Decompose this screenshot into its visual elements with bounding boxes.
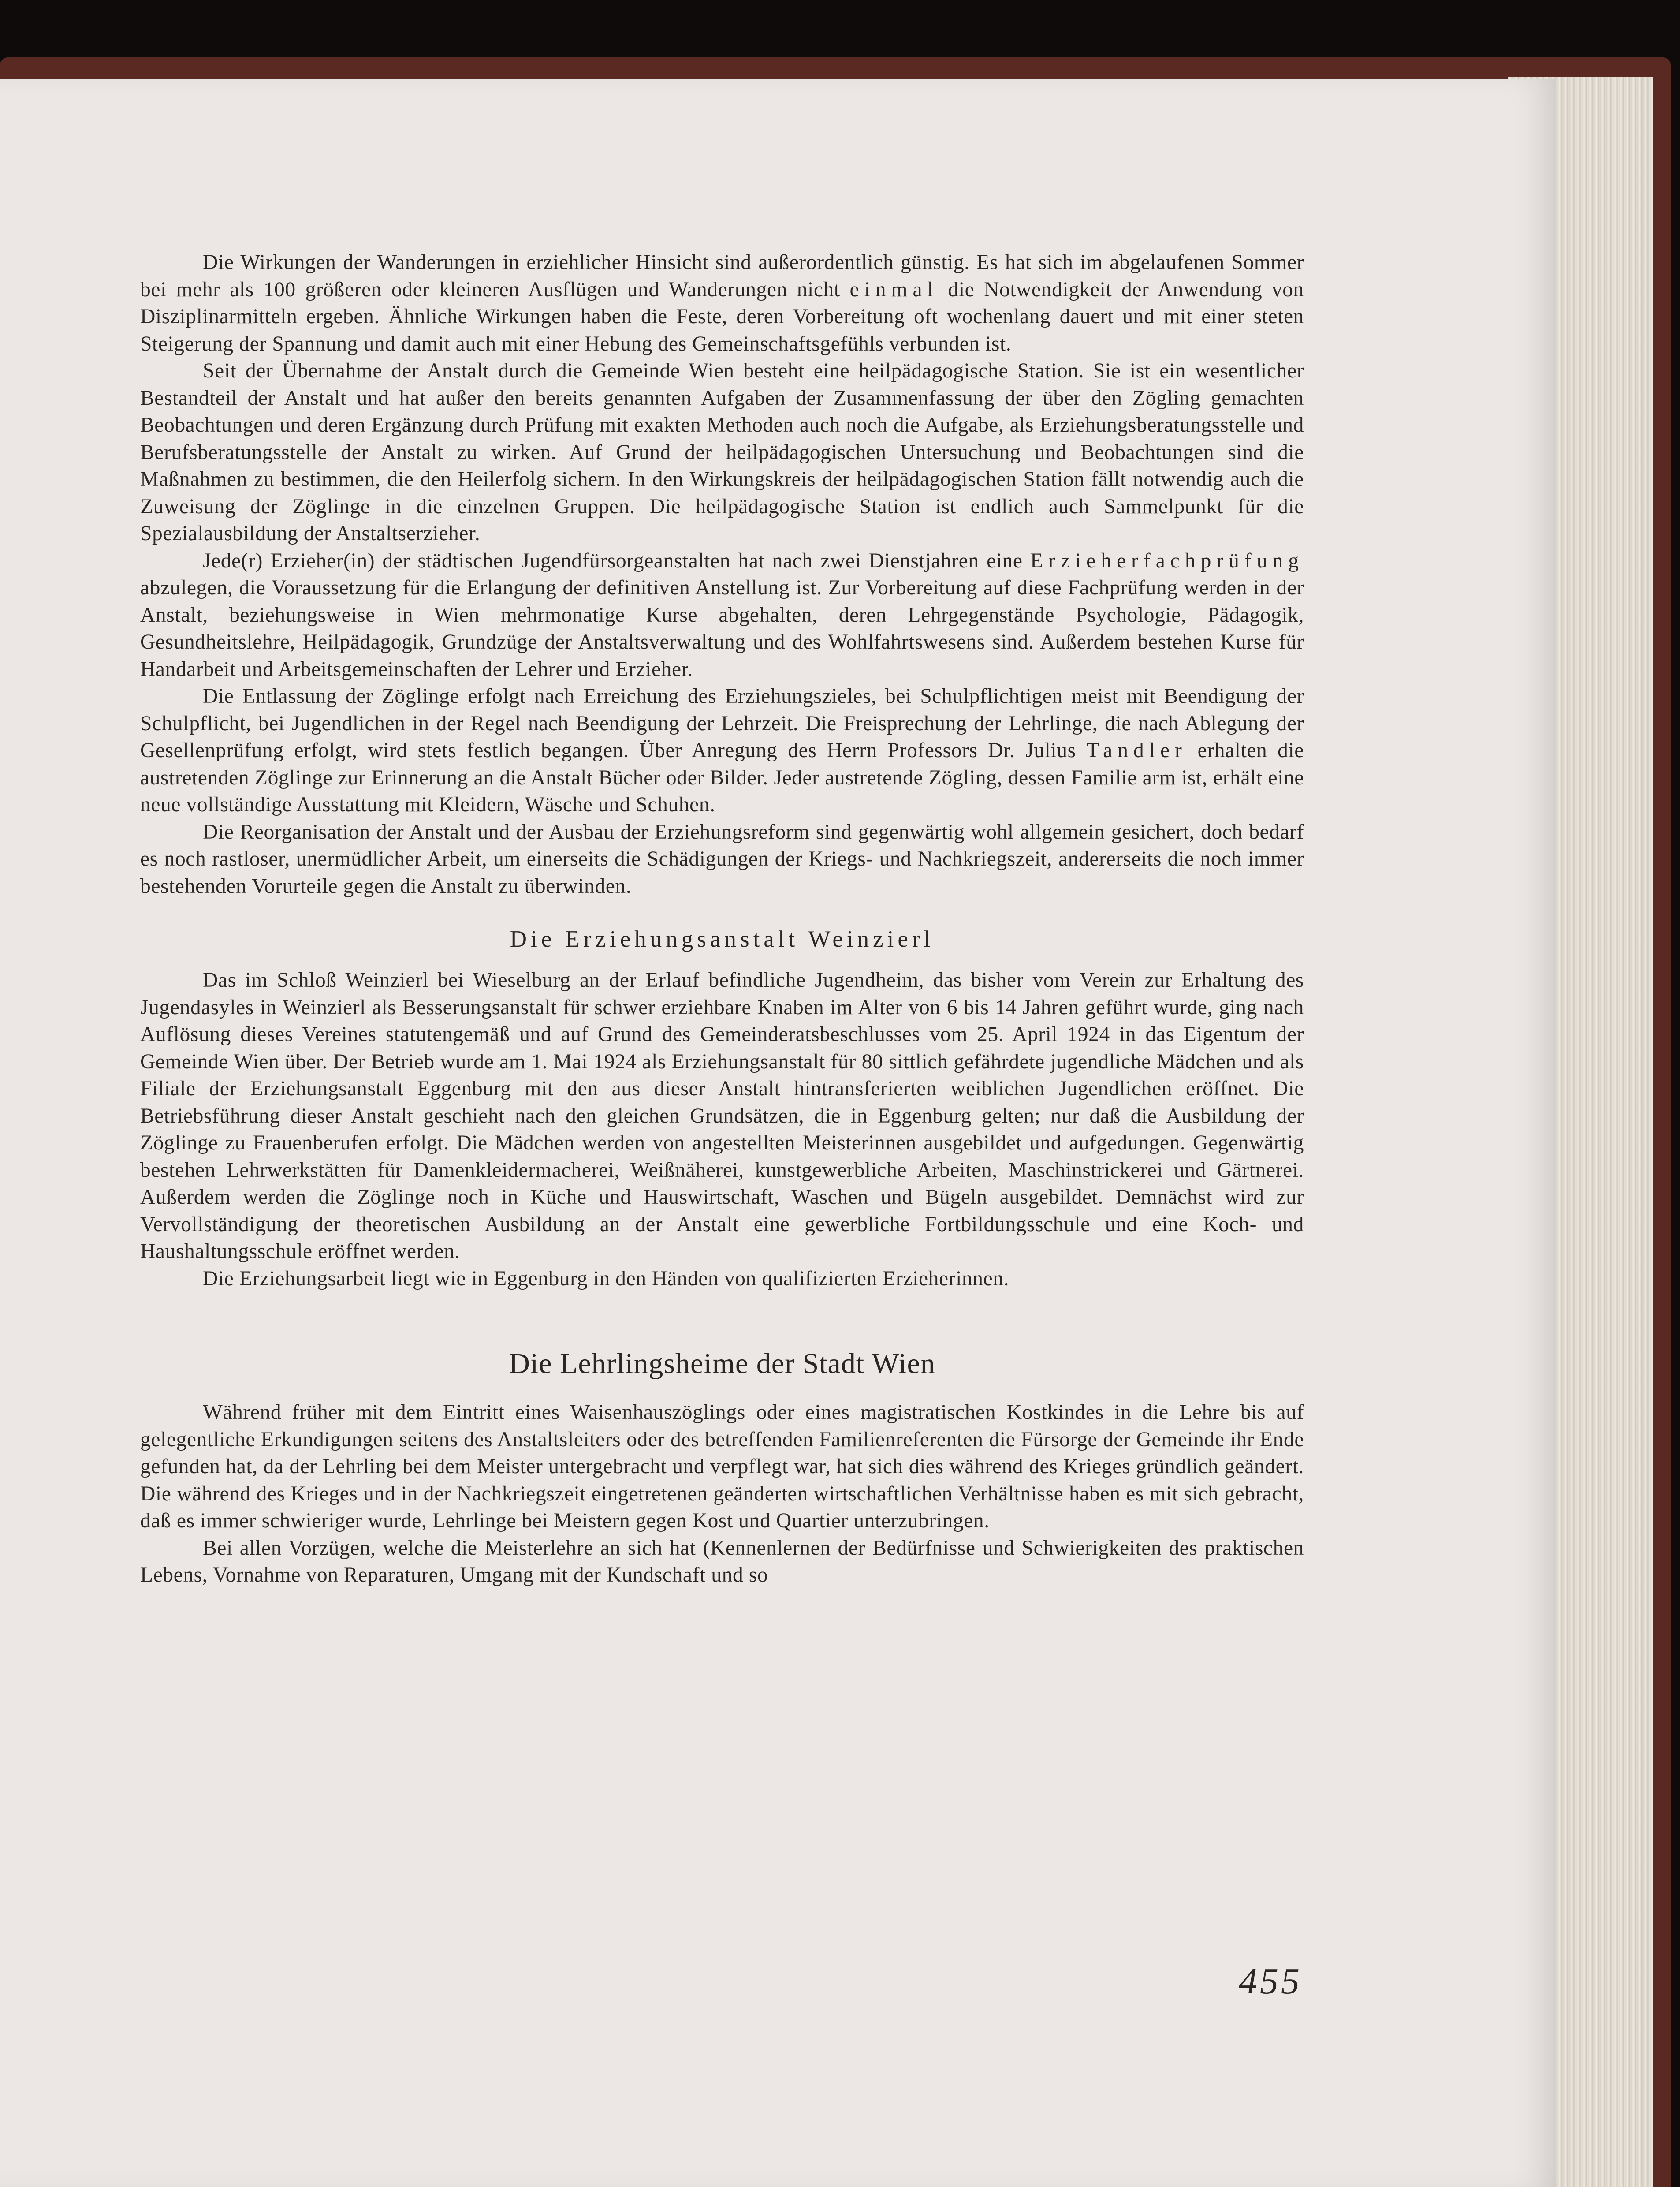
paragraph: Bei allen Vorzügen, welche die Meisterlehre an sich hat (Kennenlernen der Bedürfnisse und Schwierigkeiten des praktischen Lebens, Vornahme von Reparaturen, Umgang mit der Kundschaft und so [140,1536,1304,1586]
emphasis: einmal [849,278,939,301]
paragraph: Die Reorganisation der Anstalt und der Ausbau der Erziehungsreform sind gegenwärtig wohl allgemein gesichert, doch bedarf es noch rastloser, unermüdlicher Arbeit, um einerseits die Schädigungen der Kriegs- und Nachkriegszeit, andererseits die noch immer bestehenden Vorurteile gegen die Anstalt zu überwinden. [140,820,1304,898]
page-text [140,249,1304,1589]
page-number: 455 [1239,1961,1302,2002]
paragraph: Seit der Übernahme der Anstalt durch die Gemeinde Wien besteht eine heilpädagogische Station. Sie ist ein wesentlicher Bestandteil der Anstalt und hat außer den bereits genannten Aufgaben der Zusammenfassung der über den Zögling gemachten Beobachtungen und deren Ergänzung durch Prüfung mit exakten Methoden auch noch die Aufgabe, als Erziehungsberatungsstelle und Berufsberatungsstelle der Anstalt zu wirken. Auf Grund der heilpädagogischen Untersuchung und Beobachtungen sind die Maßnahmen zu bestimmen, die den Heilerfolg sichern. In den Wirkungskreis der heilpädagogischen Station fällt notwendig auch die Zuweisung der Zöglinge in die einzelnen Gruppen. Die heilpädagogische Station ist endlich auch Sammelpunkt für die Spezialausbildung der Anstaltserzieher. [140,359,1304,545]
paragraph: Jede(r) Erzieher(in) der städtischen Jugendfürsorgeanstalten hat nach zwei Dienstjahren eine Erzieherfachprüfung abzulegen, die Voraussetzung für die Erlangung der definitiven Anstellung ist. Zur Vorbereitung auf diese Fachprüfung werden in der Anstalt, beziehungsweise in Wien mehrmonatige Kurse abgehalten, deren Lehrgegenstände Psychologie, Pädagogik, Gesundheitslehre, Heilpädagogik, Grundzüge der Anstaltsverwaltung und des Wohlfahrtswesens sind. Außerdem bestehen Kurse für Handarbeit und Arbeitsgemeinschaften der Lehrer und Erzieher. [140,549,1304,681]
emphasis: Tandler [1086,739,1187,762]
emphasis: Erzieherfachprüfung [1030,549,1304,572]
paragraph: Die Erziehungsarbeit liegt wie in Eggenburg in den Händen von qualifizierten Erzieherinnen. [203,1267,1009,1290]
paragraph: Während früher mit dem Eintritt eines Waisenhauszöglings oder eines magistratischen Kostkindes in die Lehre bis auf gelegentliche Erkundigungen seitens des Anstaltsleiters oder des betreffenden Familienreferenten die Fürsorge der Gemeinde ihr Ende gefunden hat, da der Lehrling bei dem Meister untergebracht und verpflegt war, hat sich dies während des Krieges gründlich geändert. Die während des Krieges und in der Nachkriegszeit eingetretenen geänderten wirtschaftlichen Verhältnisse haben es mit sich gebracht, daß es immer schwieriger wurde, Lehrlinge bei Meistern gegen Kost und Quartier unterzubringen. [140,1401,1304,1532]
paragraph: Das im Schloß Weinzierl bei Wieselburg an der Erlauf befindliche Jugendheim, das bisher vom Verein zur Erhaltung des Jugendasyles in Weinzierl als Besserungsanstalt für schwer erziehbare Knaben im Alter von 6 bis 14 Jahren geführt wurde, ging nach Auflösung dieses Vereines statutengemäß und auf Grund des Gemeinderatsbeschlusses vom 25. April 1924 in das Eigentum der Gemeinde Wien über. Der Betrieb wurde am 1. Mai 1924 als Erziehungsanstalt für 80 sittlich gefährdete jugendliche Mädchen und als Filiale der Erziehungsanstalt Eggenburg mit den aus dieser Anstalt hintransferierten weiblichen Jugendlichen eröffnet. Die Betriebsführung dieser Anstalt geschieht nach den gleichen Grundsätzen, die in Eggenburg gelten; nur daß die Ausbildung der Zöglinge zu Frauenberufen erfolgt. Die Mädchen werden von angestellten Meisterinnen ausgebildet und aufgedungen. Gegenwärtig bestehen Lehrwerkstätten für Damenkleidermacherei, Weißnäherei, kunstgewerbliche Arbeiten, Maschinstrickerei und Gärtnerei. Außerdem werden die Zöglinge noch in Küche und Hauswirtschaft, Waschen und Bügeln ausgebildet. Demnächst wird zur Vervollständigung der theoretischen Ausbildung an der Anstalt eine gewerbliche Fortbildungsschule und eine Koch- und Haushaltungsschule eröffnet werden. [140,969,1304,1263]
book-page [0,79,1556,2187]
chapter-heading: Die Lehrlingsheime der Stadt Wien [509,1347,935,1380]
paragraph: Die Entlassung der Zöglinge erfolgt nach Erreichung des Erziehungszieles, bei Schulpflichtigen meist mit Beendigung der Schulpflicht, bei Jugendlichen in der Regel nach Beendigung der Lehrzeit. Die Freisprechung der Lehrlinge, die nach Ablegung der Gesellenprüfung erfolgt, wird stets festlich begangen. Über Anregung des Herrn Professors Dr. Julius Tandler erhalten die austretenden Zöglinge zur Erinnerung an die Anstalt Bücher oder Bilder. Jeder austretende Zögling, dessen Familie arm ist, erhält eine neue vollständige Ausstattung mit Kleidern, Wäsche und Schuhen. [140,685,1304,816]
paragraph: Die Wirkungen der Wanderungen in erziehlicher Hinsicht sind außerordentlich günstig. Es hat sich im abgelaufenen Sommer bei mehr als 100 größeren oder kleineren Ausflügen und Wanderungen nicht einmal die Notwendigkeit der Anwendung von Disziplinarmitteln ergeben. Ähnliche Wirkungen haben die Feste, deren Vorbereitung oft wochenlang dauert und mit einer steten Steigerung der Spannung und damit auch mit einer Hebung des Gemeinschaftsgefühls verbunden ist. [140,251,1304,355]
section-heading: Die Erziehungsanstalt Weinzierl [510,926,935,952]
